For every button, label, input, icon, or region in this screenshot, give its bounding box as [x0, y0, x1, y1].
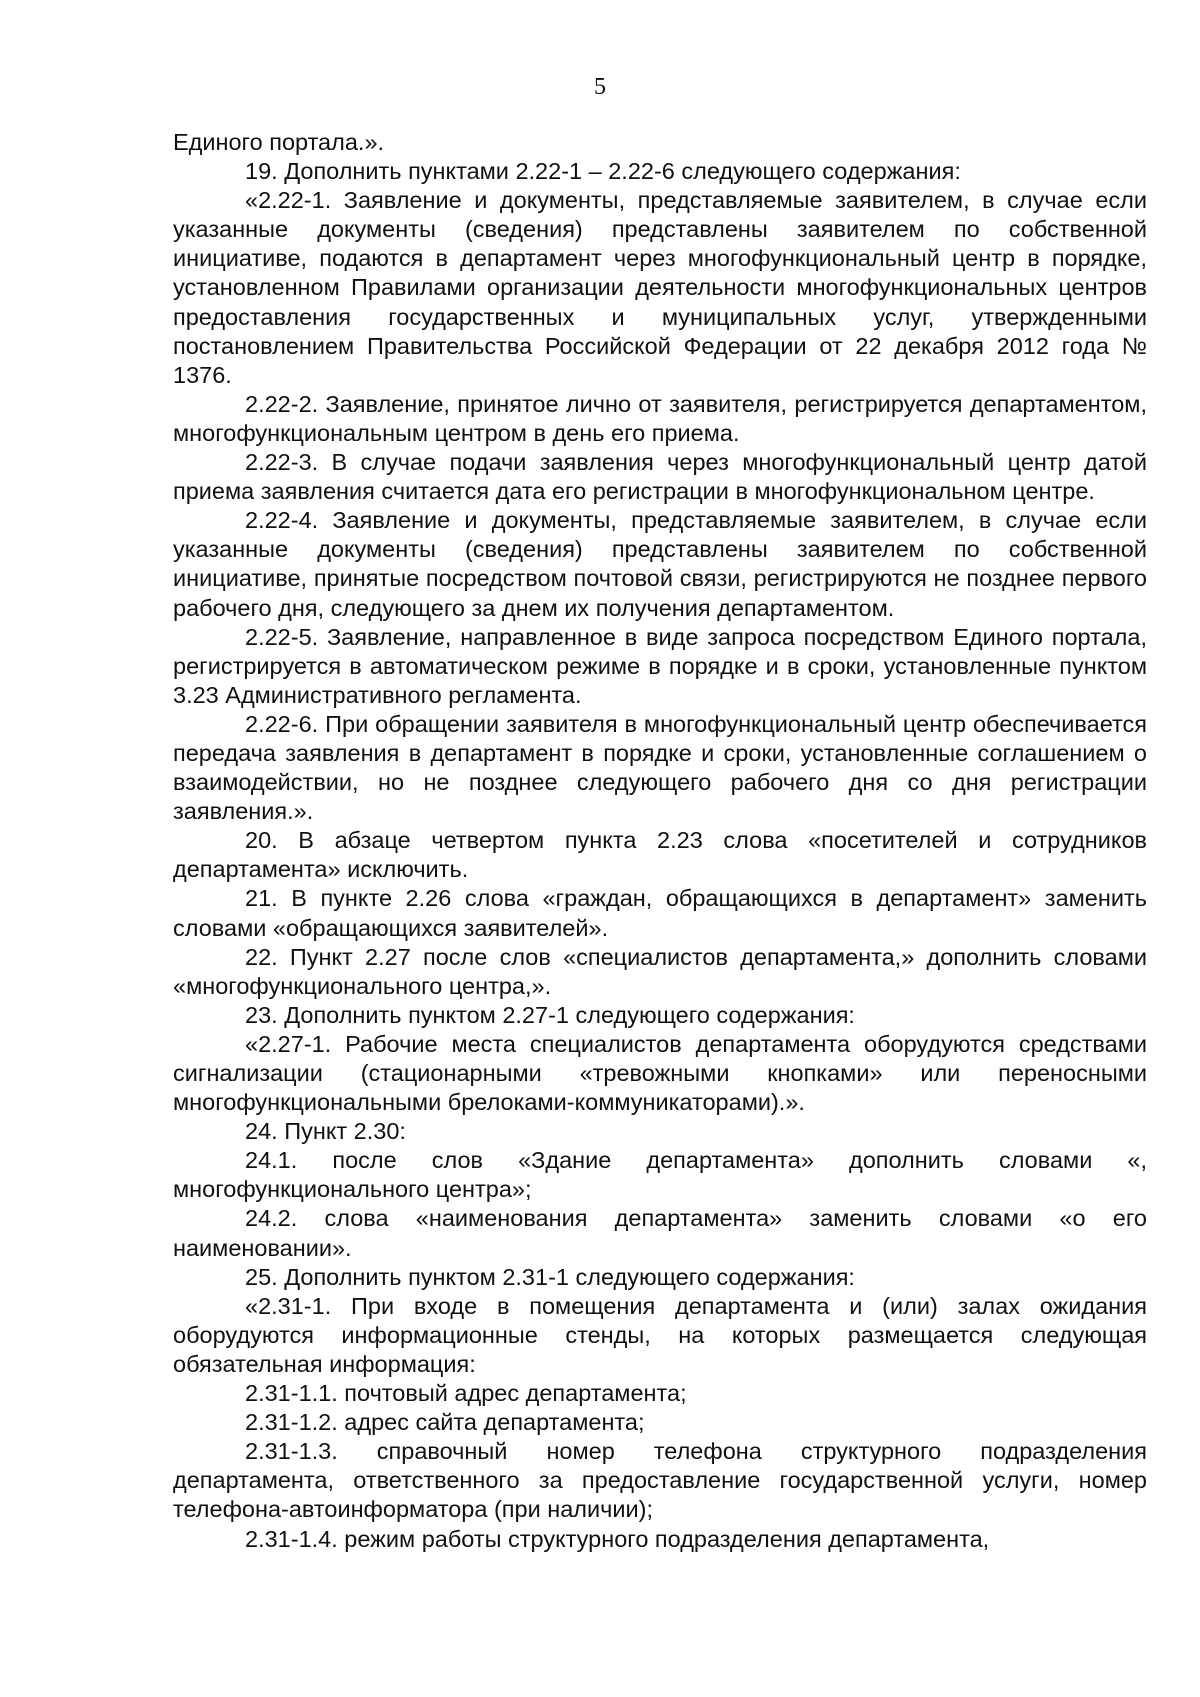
paragraph-2-31-1-2: 2.31-1.2. адрес сайта департамента;: [245, 1409, 645, 1436]
paragraph-2-22-4: 2.22-4. Заявление и документы, представляемые заявителем, в случае если указанные документы (сведения) представлены заявителем по собственной инициативе, принятые посредством почтовой связи, регистрируются не позднее первого рабочего дня, следующего за днем их получения департаментом.: [173, 507, 1147, 621]
paragraph-2-22-3: 2.22-3. В случае подачи заявления через многофункциональный центр датой приема заявления считается дата его регистрации в многофункциональном центре.: [173, 449, 1147, 505]
paragraph-2-22-1: «2.22-1. Заявление и документы, представляемые заявителем, в случае если указанные документы (сведения) представлены заявителем по собственной инициативе, подаются в департамент через многофункциональный центр в порядке, установленном Правилами организации деятельности многофункциональных центров предоставления государственных и муниципальных услуг, утвержденными постановлением Правительства Российской Федерации от 22 декабря 2012 года № 1376.: [173, 187, 1147, 388]
paragraph-item-25: 25. Дополнить пунктом 2.31-1 следующего содержания:: [245, 1263, 855, 1290]
paragraph-item-21: 21. В пункте 2.26 слова «граждан, обращающихся в департамент» заменить словами «обращающихся заявителей».: [173, 885, 1147, 941]
paragraph-2-22-2: 2.22-2. Заявление, принятое лично от заявителя, регистрируется департаментом, многофункциональным центром в день его приема.: [173, 390, 1147, 446]
paragraph-item-24-2: 24.2. слова «наименования департамента» заменить словами «о его наименовании».: [173, 1205, 1147, 1261]
paragraph-2-31-1: «2.31-1. При входе в помещения департамента и (или) залах ожидания оборудуются информационные стенды, на которых размещается следующая обязательная информация:: [173, 1292, 1147, 1377]
paragraph-item-19: 19. Дополнить пунктами 2.22-1 – 2.22-6 следующего содержания:: [245, 158, 961, 185]
paragraph-item-20: 20. В абзаце четвертом пункта 2.23 слова «посетителей и сотрудников департамента» исключить.: [173, 827, 1147, 883]
paragraph-2-27-1: «2.27-1. Рабочие места специалистов департамента оборудуются средствами сигнализации (стационарными «тревожными кнопками» или переносными многофункциональными брелоками-коммуникаторами).».: [173, 1030, 1147, 1116]
paragraph-2-31-1-3: 2.31-1.3. справочный номер телефона структурного подразделения департамента, ответственного за предоставление государственной услуги, номер телефона-автоинформатора (при наличии);: [173, 1438, 1147, 1523]
paragraph-2-22-6: 2.22-6. При обращении заявителя в многофункциональный центр обеспечивается передача заявления в департамент в порядке и сроки, установленные соглашением о взаимодействии, но не позднее следующего рабочего дня со дня регистрации заявления.».: [173, 710, 1147, 825]
document-body: [173, 128, 1147, 1554]
paragraph-item-22: 22. Пункт 2.27 после слов «специалистов департамента,» дополнить словами «многофункционального центра,».: [173, 943, 1147, 999]
paragraph-continuation: Единого портала.».: [173, 129, 385, 155]
paragraph-item-24-1: 24.1. после слов «Здание департамента» дополнить словами «, многофункционального центра»;: [173, 1147, 1147, 1203]
paragraph-item-24: 24. Пункт 2.30:: [245, 1118, 406, 1145]
page-number: 5: [594, 74, 606, 100]
paragraph-2-31-1-4: 2.31-1.4. режим работы структурного подразделения департамента,: [245, 1525, 990, 1552]
paragraph-2-22-5: 2.22-5. Заявление, направленное в виде запроса посредством Единого портала, регистрируется в автоматическом режиме в порядке и в сроки, установленные пунктом 3.23 Административного регламента.: [173, 623, 1147, 708]
paragraph-2-31-1-1: 2.31-1.1. почтовый адрес департамента;: [245, 1380, 687, 1407]
paragraph-item-23: 23. Дополнить пунктом 2.27-1 следующего содержания:: [245, 1001, 855, 1028]
